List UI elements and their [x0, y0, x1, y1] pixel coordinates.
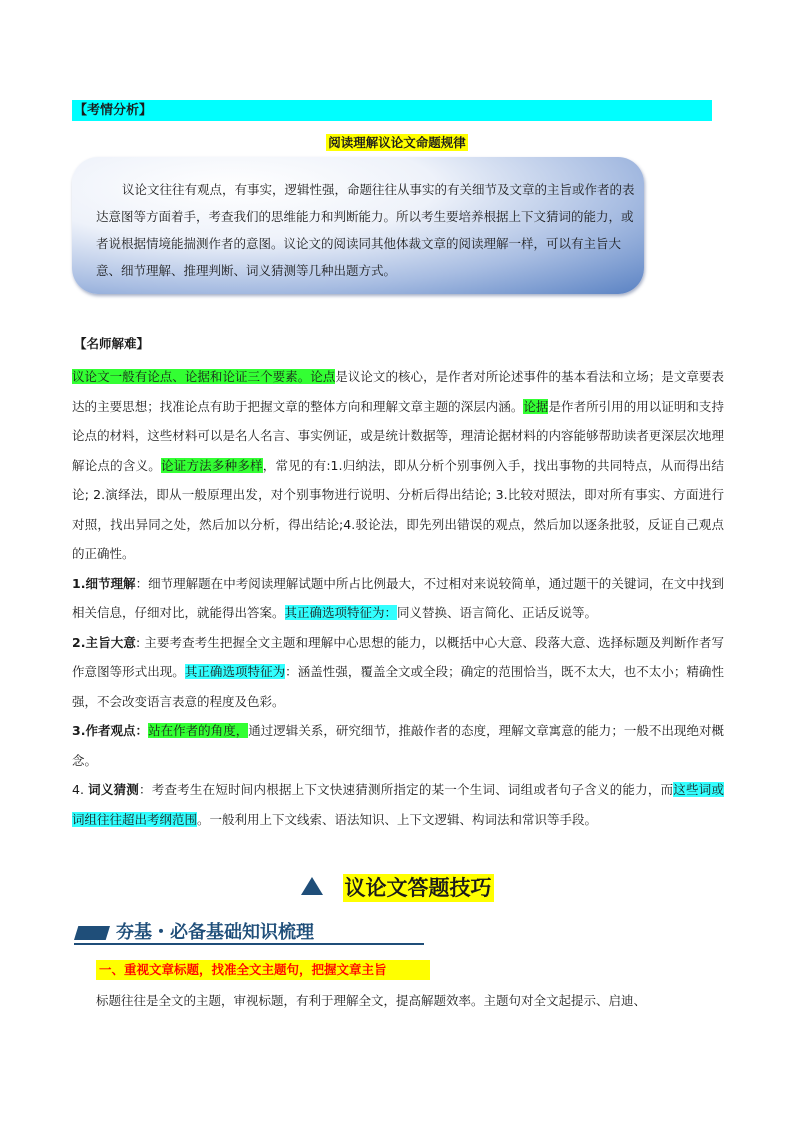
item-main-idea-text-2: ：涵盖性强，覆盖全文或全段；确定的范围恰当，既不太大，也不太小；精确性强，不会改变语言表意的程度及色彩。: [72, 664, 724, 709]
item-word-guess-text-2: 。一般利用上下文线索、语法知识、上下文逻辑、构词法和常识等手段。: [197, 811, 598, 827]
triangle-icon: [301, 877, 323, 895]
item-main-idea-text-1: : 主要考查考生把握全文主题和理解中心思想的能力，以概括中心大意、段落大意、选择标题及判断作者写作意图等形式出现。: [72, 634, 725, 679]
item-main-idea: [72, 628, 724, 717]
section-label-exam-analysis: 【考情分析】: [72, 100, 712, 121]
section-label-teacher: 【名师解难】: [74, 336, 150, 351]
intro-text-3: ，常见的有:1.归纳法，即从分析个别事例入手，找出事物的共同特点，从而得出结论; 2.演绎法，即从一般原理出发，对个别事物进行说明、分析后得出结论; 3.比较对照法，即对所有事实、方面进行对照，找出异同之处，然后加以分析，得出结论;4.驳论法，即先列出错误的观点，然后加以逐条批驳，反证自己观点的正确性。: [72, 457, 724, 561]
item-author-view-label: 3.作者观点: [72, 723, 136, 738]
item-detail-label: 1.细节理解: [72, 575, 136, 591]
main-title: [0, 874, 794, 902]
item-main-idea-highlight: 其正确选项特征为: [184, 664, 286, 679]
item-word-guess-label: 词义猜测: [88, 782, 140, 797]
main-title-text: 议论文答题技巧: [344, 876, 492, 900]
last-paragraph: 标题往往是全文的主题，审视标题，有利于理解全文，提高解题效率。主题句对全文起提示、启迪、: [96, 993, 647, 1008]
item-author-view-text: 通过逻辑关系，研究细节，推敲作者的态度，理解文章寓意的能力；一般不出现绝对概念。: [72, 723, 724, 768]
analysis-text: [96, 176, 640, 284]
highlight-methods: 论证方法多种多样: [161, 457, 263, 473]
item-main-idea-label: 2.主旨大意: [72, 634, 136, 650]
item-author-view: [72, 716, 724, 775]
item-detail-text-2: 同义替换、语言简化、正话反说等。: [397, 605, 598, 620]
highlight-argument: 论点: [310, 369, 336, 384]
highlight-three-elements: 议论文一般有论点、论据和论证三个要素。: [72, 369, 311, 384]
rule-title: [0, 134, 794, 152]
highlight-evidence: 论据: [523, 398, 549, 414]
item-author-view-highlight: 站在作者的角度，: [148, 723, 249, 738]
item-word-guess-text-1: ：考查考生在短时间内根据上下文快速猜测所指定的某一个生词、词组或者句子含义的能力，而: [139, 782, 674, 797]
analysis-paragraph: 议论文往往有观点，有事实，逻辑性强，命题往往从事实的有关细节及文章的主旨或作者的表达意图等方面着手，考查我们的思维能力和判断能力。所以考生要培养根据上下文猜词的能力，或者说根据情境能揣测作者的意图。议论文的阅读同其他体裁文章的阅读理解一样，可以有主旨大意、细节理解、推理判断、词义猜测等几种出题方式。: [96, 182, 635, 278]
item-detail-text-1: ：细节理解题在中考阅读理解试题中所占比例最大，不过相对来说较简单，通过题干的关键词，在文中找到相关信息，仔细对比，就能得出答案。: [72, 575, 724, 620]
item-detail: [72, 569, 724, 628]
item-word-guess: [72, 775, 724, 834]
banner-slant-icon: [74, 926, 110, 940]
item-detail-highlight: 其正确选项特征为：: [284, 605, 398, 620]
rule-title-text: 阅读理解议论文命题规律: [328, 135, 466, 150]
item-author-view-colon: ：: [135, 723, 149, 738]
banner-label: 夯基・必备基础知识梳理: [116, 922, 314, 943]
intro-text-2: 是作者所引用的用以证明和支持论点的材料，这些材料可以是名人名言、事实例证，或是统计数据等，理清论据材料的内容能够帮助读者更深层次地理解论点的含义。: [72, 398, 724, 473]
item-word-guess-num: 4.: [72, 782, 89, 797]
intro-paragraph: [72, 362, 724, 569]
item-word-guess-highlight: 这些词或词组往往超出考纲范围: [72, 782, 724, 827]
banner-underline: [74, 943, 424, 945]
sub-heading: 一、重视文章标题，找准全文主题句，把握文章主旨: [96, 960, 430, 980]
section-banner: [74, 916, 424, 946]
body-text: [72, 362, 724, 834]
intro-text-1: 是议论文的核心，是作者对所论述事件的基本看法和立场；是文章要表达的主要思想；找准论点有助于把握文章的整体方向和理解文章主题的深层内涵。: [72, 369, 724, 414]
